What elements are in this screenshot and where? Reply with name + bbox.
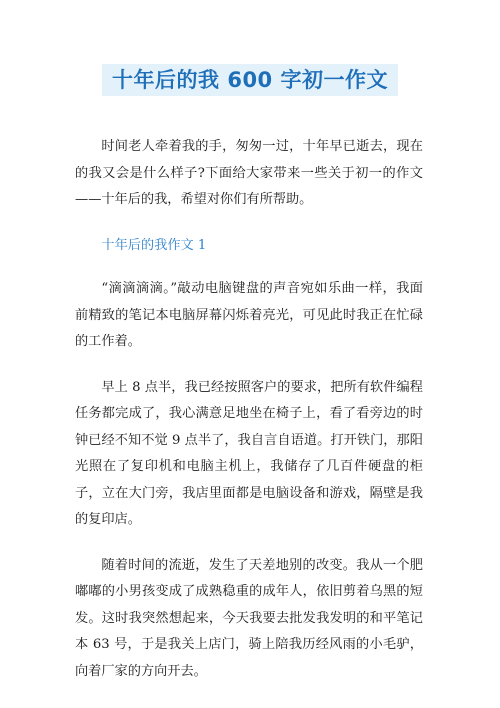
- page-title: 十年后的我 600 字初一作文: [102, 64, 398, 96]
- article-body: [75, 134, 423, 704]
- title-wrap: [0, 64, 500, 96]
- body-paragraph: 早上 8 点半，我已经按照客户的要求，把所有软件编程任务都完成了，我心满意足地坐在椅子上，看了看旁边的时钟已经不知不觉 9 点半了，我自言自语道。打开铁门，那阳光照在了复印机和电脑主机上，我储存了几百件硬盘的柜子，立在大门旁，我店里面都是电脑设备和游戏，隔壁是我的复印店。: [75, 379, 423, 527]
- section-heading: 十年后的我作文 1: [101, 237, 207, 253]
- body-paragraph: “滴滴滴滴。”敲动电脑键盘的声音宛如乐曲一样，我面前精致的笔记本电脑屏幕闪烁着亮光，可见此时我正在忙碌的工作着。: [75, 281, 423, 349]
- body-paragraph: 随着时间的流逝，发生了天差地别的改变。我从一个肥嘟嘟的小男孩变成了成熟稳重的成年人，依旧剪着乌黑的短发。这时我突然想起来，今天我要去批发我发明的和平笔记本 63 号，于是我关上店门，骑上陪我历经风雨的小毛驴，向着厂家的方向开去。: [75, 557, 423, 679]
- intro-paragraph: 时间老人牵着我的手，匆匆一过，十年早已逝去，现在的我又会是什么样子?下面给大家带来一些关于初一的作文——十年后的我，希望对你们有所帮助。: [75, 139, 423, 207]
